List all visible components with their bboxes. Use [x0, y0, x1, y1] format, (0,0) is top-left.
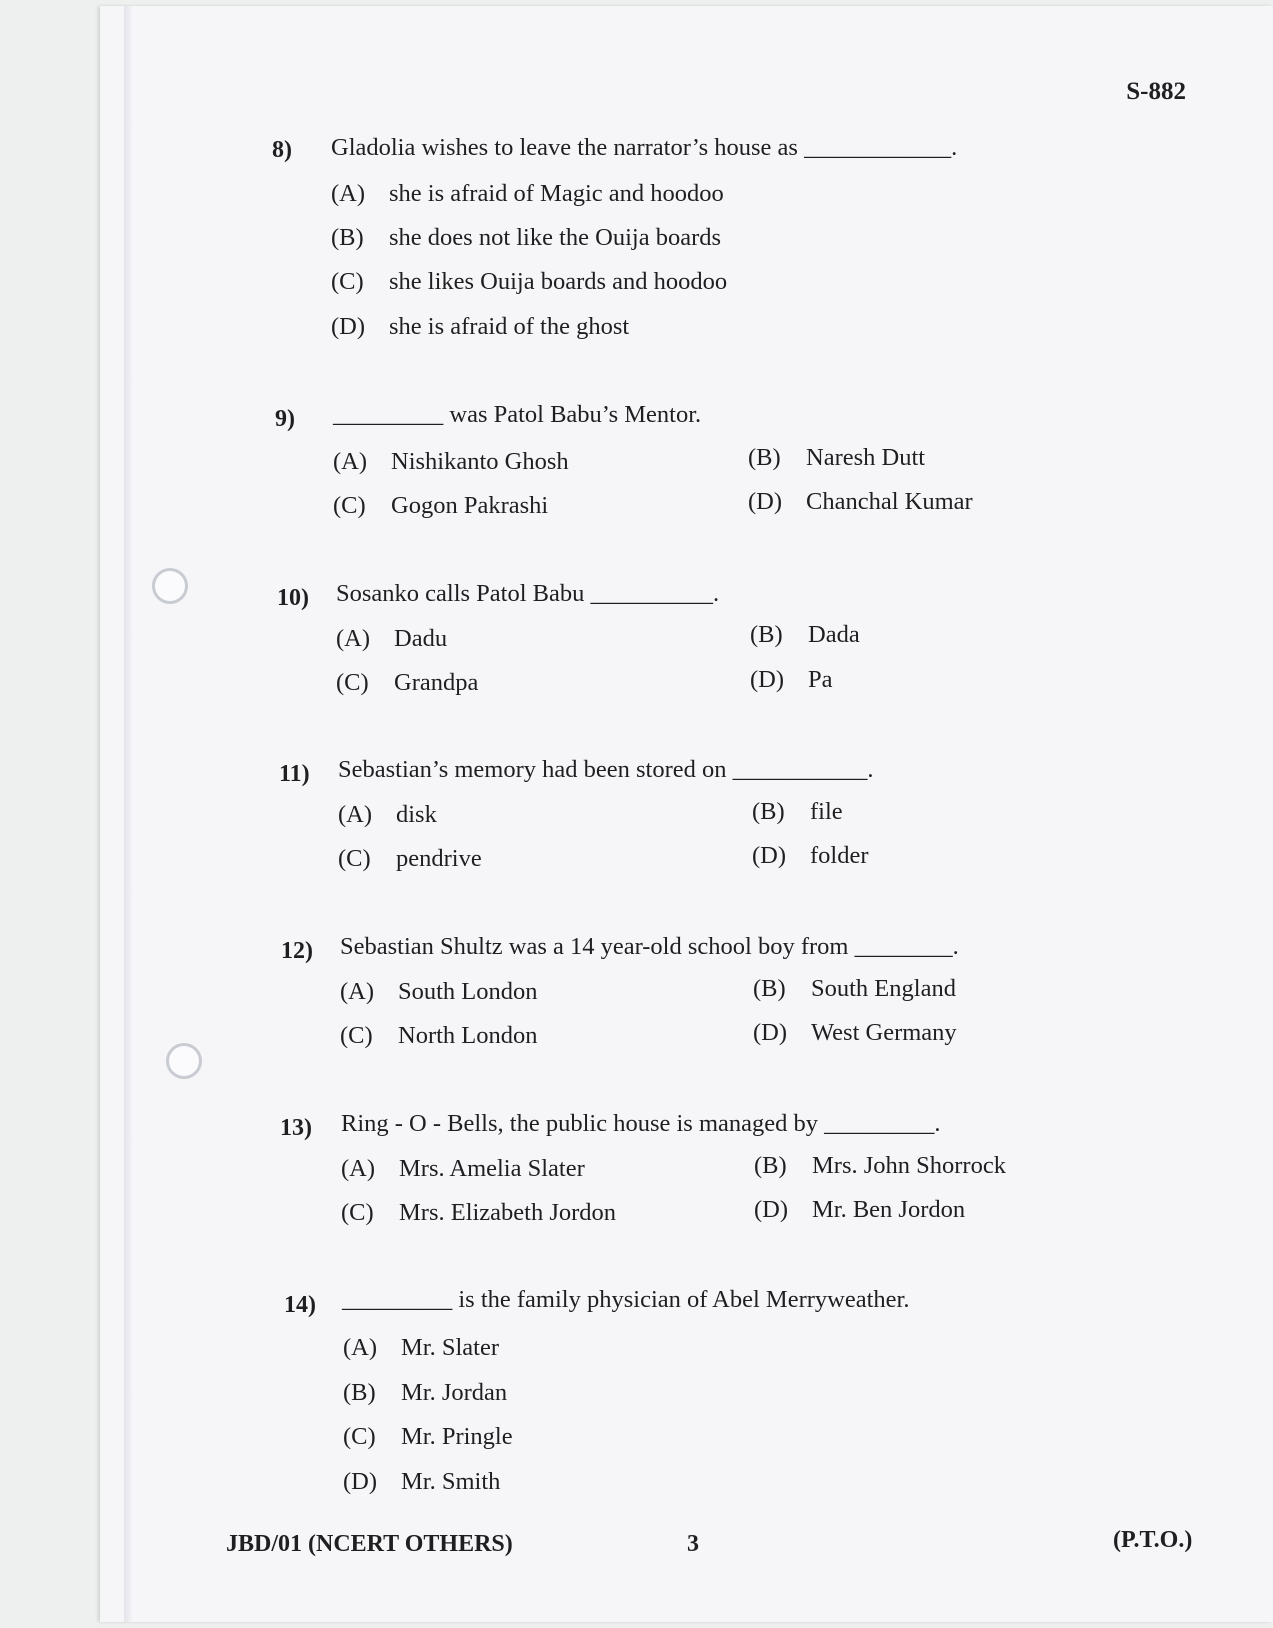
option-b: (B) file	[752, 798, 843, 825]
punch-hole-bottom	[166, 1043, 202, 1079]
question-number: 9)	[275, 406, 295, 432]
option-c: (C) pendrive	[338, 845, 482, 872]
question-number: 14)	[284, 1292, 316, 1318]
option-b: (B) Dada	[750, 621, 860, 648]
option-c: (C) she likes Ouija boards and hoodoo	[331, 268, 728, 295]
paper-code: S-882	[1126, 78, 1186, 105]
option-d: (D) she is afraid of the ghost	[331, 313, 630, 340]
option-b: (B) Mrs. John Shorrock	[754, 1152, 1006, 1179]
option-a: (A) disk	[338, 801, 437, 828]
question-number: 10)	[277, 585, 309, 611]
option-d: (D) Mr. Smith	[343, 1468, 501, 1495]
option-c: (C) North London	[340, 1022, 538, 1049]
question-text: Gladolia wishes to leave the narrator’s house as ____________.	[331, 134, 958, 161]
question-text: Sebastian Shultz was a 14 year-old school boy from ________.	[340, 933, 959, 960]
option-b: (B) Naresh Dutt	[748, 444, 926, 471]
option-c: (C) Mr. Pringle	[343, 1423, 513, 1450]
footer-course-code: JBD/01 (NCERT OTHERS)	[226, 1531, 513, 1557]
option-b: (B) she does not like the Ouija boards	[331, 224, 722, 251]
question-text: _________ is the family physician of Abel Merryweather.	[342, 1286, 910, 1313]
question-text: Sebastian’s memory had been stored on ___________.	[338, 756, 874, 783]
question-text: _________ was Patol Babu’s Mentor.	[333, 401, 702, 428]
option-a: (A) Mrs. Amelia Slater	[341, 1155, 585, 1182]
question-text: Ring - O - Bells, the public house is managed by _________.	[341, 1110, 941, 1137]
option-d: (D) West Germany	[753, 1019, 957, 1046]
question-number: 8)	[272, 137, 292, 163]
punch-hole-top	[152, 568, 188, 604]
question-text: Sosanko calls Patol Babu __________.	[336, 580, 720, 607]
footer-pto: (P.T.O.)	[1113, 1527, 1193, 1553]
option-a: (A) Mr. Slater	[343, 1334, 499, 1361]
option-a: (A) Dadu	[336, 625, 448, 652]
question-number: 11)	[279, 761, 310, 787]
option-c: (C) Mrs. Elizabeth Jordon	[341, 1199, 617, 1226]
option-d: (D) folder	[752, 842, 869, 869]
option-d: (D) Pa	[750, 666, 833, 693]
page-margin-shadow	[124, 6, 132, 1622]
footer-page-number: 3	[687, 1531, 699, 1557]
option-d: (D) Chanchal Kumar	[748, 488, 973, 515]
option-c: (C) Gogon Pakrashi	[333, 492, 549, 519]
option-d: (D) Mr. Ben Jordon	[754, 1196, 966, 1223]
option-a: (A) she is afraid of Magic and hoodoo	[331, 180, 724, 207]
question-number: 13)	[280, 1115, 312, 1141]
option-b: (B) South England	[753, 975, 956, 1002]
option-a: (A) South London	[340, 978, 538, 1005]
option-b: (B) Mr. Jordan	[343, 1379, 508, 1406]
question-number: 12)	[281, 938, 313, 964]
option-c: (C) Grandpa	[336, 669, 479, 696]
option-a: (A) Nishikanto Ghosh	[333, 448, 569, 475]
